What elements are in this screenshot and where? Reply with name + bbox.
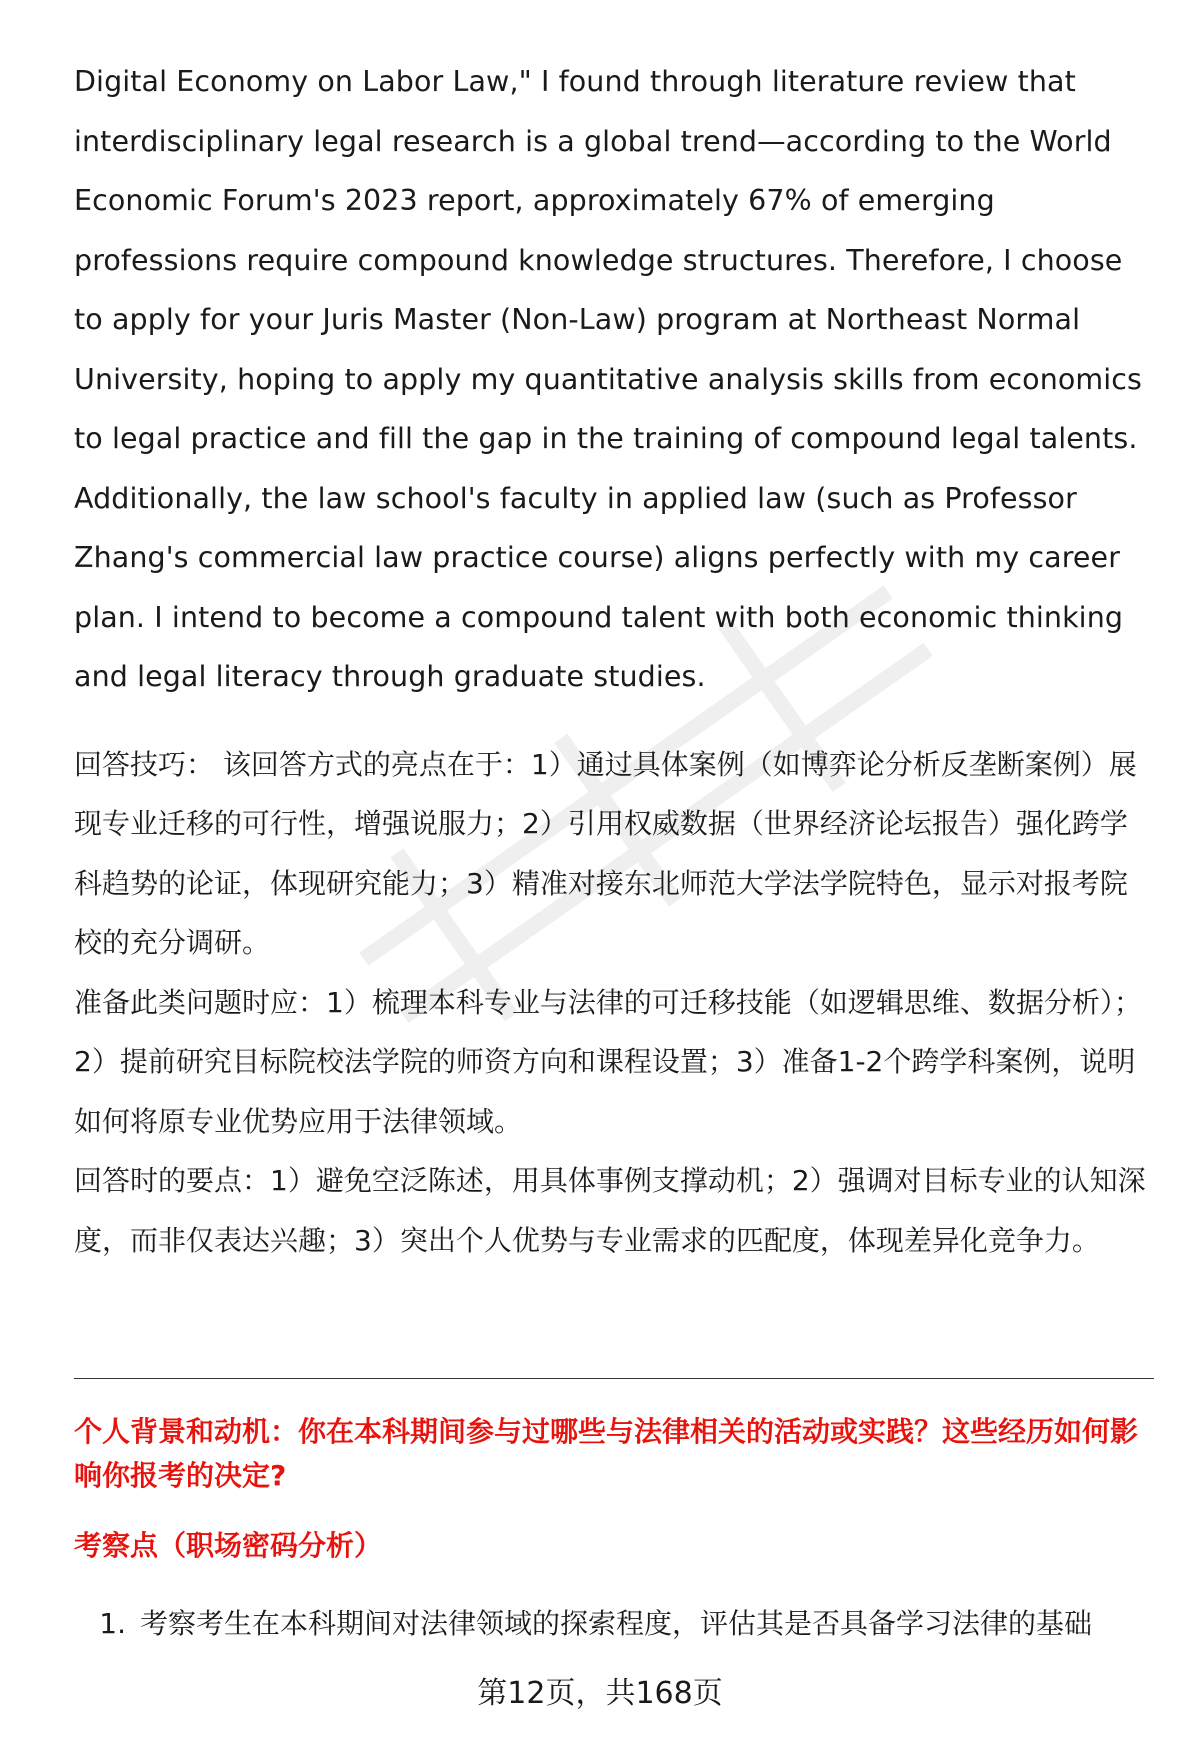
answer-tips bbox=[74, 735, 1154, 1271]
tip-paragraph-answer-skills: 回答技巧： 该回答方式的亮点在于：1）通过具体案例（如博弈论分析反垄断案例）展现专业迁移的可行性，增强说服力；2）引用权威数据（世界经济论坛报告）强化跨学科趋势的论证，体现研究能力；3）精准对接东北师范大学法学院特色，显示对报考院校的充分调研。 bbox=[74, 747, 1137, 959]
tip-paragraph-preparation: 准备此类问题时应：1）梳理本科专业与法律的可迁移技能（如逻辑思维、数据分析）；2）提前研究目标院校法学院的师资方向和课程设置；3）准备1-2个跨学科案例，说明如何将原专业优势应用于法律领域。 bbox=[74, 985, 1142, 1138]
list-item bbox=[74, 1602, 1164, 1646]
assessment-points-list bbox=[74, 1602, 1164, 1646]
section-divider bbox=[74, 1378, 1154, 1379]
page-number-footer: 第12页，共168页 bbox=[477, 1676, 723, 1711]
tip-paragraph-key-points: 回答时的要点：1）避免空泛陈述，用具体事例支撑动机；2）强调对目标专业的认知深度，而非仅表达兴趣；3）突出个人优势与专业需求的匹配度，体现差异化竞争力。 bbox=[74, 1164, 1146, 1257]
assessment-points-heading: 考察点（职场密码分析） bbox=[74, 1529, 383, 1562]
english-answer-paragraph: Digital Economy on Labor Law," I found through literature review that interdisciplinary legal research is a global trend—according to the World Economic Forum's 2023 report, approximately 67% of emerging professions require compound knowledge structures. Therefore, I choose to apply for your Juris Master (Non-Law) program at Northeast Normal University, hoping to apply my quantitative analysis skills from economics to legal practice and fill the gap in the training of compound legal talents. Additionally, the law school's faculty in applied law (such as Professor Zhang's commercial law practice course) aligns perfectly with my career plan. I intend to become a compound talent with both economic thinking and legal literacy through graduate studies. bbox=[74, 65, 1143, 693]
list-item-number: 1. bbox=[99, 1607, 126, 1640]
main-content bbox=[74, 52, 1154, 1270]
question-title: 个人背景和动机：你在本科期间参与过哪些与法律相关的活动或实践？这些经历如何影响你报考的决定? bbox=[74, 1415, 1139, 1492]
list-item-text: 考察考生在本科期间对法律领域的探索程度，评估其是否具备学习法律的基础 bbox=[140, 1607, 1093, 1640]
